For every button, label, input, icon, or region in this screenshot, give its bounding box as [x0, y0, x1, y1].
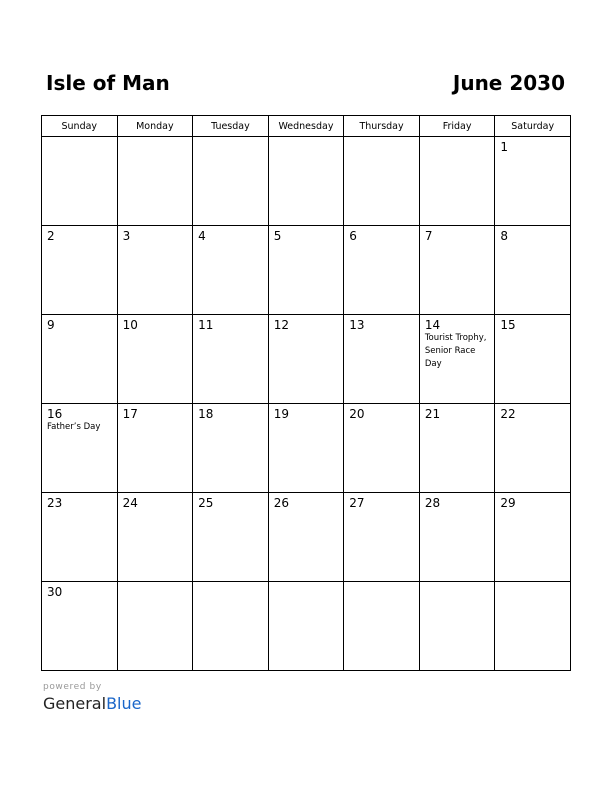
day-number: 20 — [349, 407, 365, 421]
empty-day-cell — [42, 137, 118, 226]
day-number: 13 — [349, 318, 365, 332]
empty-day-cell — [419, 582, 495, 671]
day-cell — [117, 493, 193, 582]
week-row — [42, 493, 571, 582]
day-number: 11 — [198, 318, 214, 332]
day-number: 22 — [500, 407, 516, 421]
calendar-grid — [41, 115, 571, 671]
day-number: 10 — [122, 318, 138, 332]
empty-day-cell — [344, 582, 420, 671]
day-cell — [344, 493, 420, 582]
brand-general-text: General — [43, 694, 107, 713]
empty-day-cell — [117, 137, 193, 226]
day-number: 27 — [349, 496, 365, 510]
day-number: 14 — [424, 318, 441, 332]
day-cell — [268, 493, 344, 582]
day-cell — [419, 315, 495, 404]
weekday-header: Thursday — [344, 116, 420, 137]
empty-day-cell — [344, 137, 420, 226]
week-row — [42, 582, 571, 671]
week-row — [42, 315, 571, 404]
brand-blue-text: Blue — [106, 694, 142, 713]
day-cell — [268, 315, 344, 404]
day-number: 12 — [273, 318, 289, 332]
footer — [43, 682, 141, 715]
generalblue-logo[interactable] — [43, 693, 141, 715]
day-number: 30 — [47, 585, 63, 599]
holiday-label: Tourist Trophy, Senior Race Day — [424, 333, 487, 369]
day-cell — [193, 404, 269, 493]
day-number: 19 — [273, 407, 289, 421]
holiday-label: Father’s Day — [47, 422, 101, 432]
week-row — [42, 404, 571, 493]
day-number: 5 — [273, 229, 282, 243]
day-cell — [344, 404, 420, 493]
day-cell — [495, 493, 571, 582]
day-number: 23 — [47, 496, 63, 510]
day-cell — [42, 493, 118, 582]
day-number: 7 — [424, 229, 433, 243]
day-cell — [117, 404, 193, 493]
weekday-header: Sunday — [42, 116, 118, 137]
calendar-header — [41, 68, 571, 98]
day-number: 15 — [500, 318, 516, 332]
day-number: 16 — [47, 407, 63, 421]
day-number: 25 — [198, 496, 214, 510]
empty-day-cell — [193, 137, 269, 226]
day-cell — [495, 404, 571, 493]
day-cell — [193, 493, 269, 582]
day-cell — [117, 315, 193, 404]
day-number: 21 — [424, 407, 441, 421]
weekday-header: Tuesday — [193, 116, 269, 137]
empty-day-cell — [495, 582, 571, 671]
day-cell — [42, 582, 118, 671]
empty-day-cell — [193, 582, 269, 671]
day-number: 26 — [273, 496, 289, 510]
day-cell — [419, 226, 495, 315]
day-cell — [419, 404, 495, 493]
day-cell — [193, 226, 269, 315]
empty-day-cell — [268, 582, 344, 671]
powered-by-label: powered by — [43, 682, 102, 692]
day-number: 9 — [47, 318, 55, 332]
day-cell — [419, 493, 495, 582]
week-row — [42, 137, 571, 226]
day-cell — [344, 315, 420, 404]
day-cell — [495, 226, 571, 315]
week-row — [42, 226, 571, 315]
day-number: 4 — [198, 229, 206, 243]
empty-day-cell — [117, 582, 193, 671]
weekday-header: Monday — [117, 116, 193, 137]
day-cell — [495, 315, 571, 404]
day-cell — [117, 226, 193, 315]
day-cell — [268, 226, 344, 315]
month-year-title: June 2030 — [452, 71, 565, 95]
day-number: 29 — [500, 496, 516, 510]
day-cell — [193, 315, 269, 404]
day-number: 24 — [122, 496, 138, 510]
day-cell — [495, 137, 571, 226]
weekday-header: Saturday — [495, 116, 571, 137]
day-number: 1 — [500, 140, 509, 154]
weekday-header: Wednesday — [268, 116, 344, 137]
day-number: 3 — [122, 229, 131, 243]
weekday-header-row — [42, 116, 571, 137]
day-number: 2 — [47, 229, 55, 243]
day-cell — [42, 315, 118, 404]
country-title: Isle of Man — [46, 71, 170, 95]
day-number: 28 — [424, 496, 441, 510]
day-cell — [268, 404, 344, 493]
day-cell — [42, 226, 118, 315]
day-number: 17 — [122, 407, 138, 421]
day-number: 18 — [198, 407, 214, 421]
empty-day-cell — [419, 137, 495, 226]
day-cell — [344, 226, 420, 315]
day-number: 6 — [349, 229, 357, 243]
weekday-header: Friday — [419, 116, 495, 137]
empty-day-cell — [268, 137, 344, 226]
day-cell — [42, 404, 118, 493]
day-number: 8 — [500, 229, 509, 243]
